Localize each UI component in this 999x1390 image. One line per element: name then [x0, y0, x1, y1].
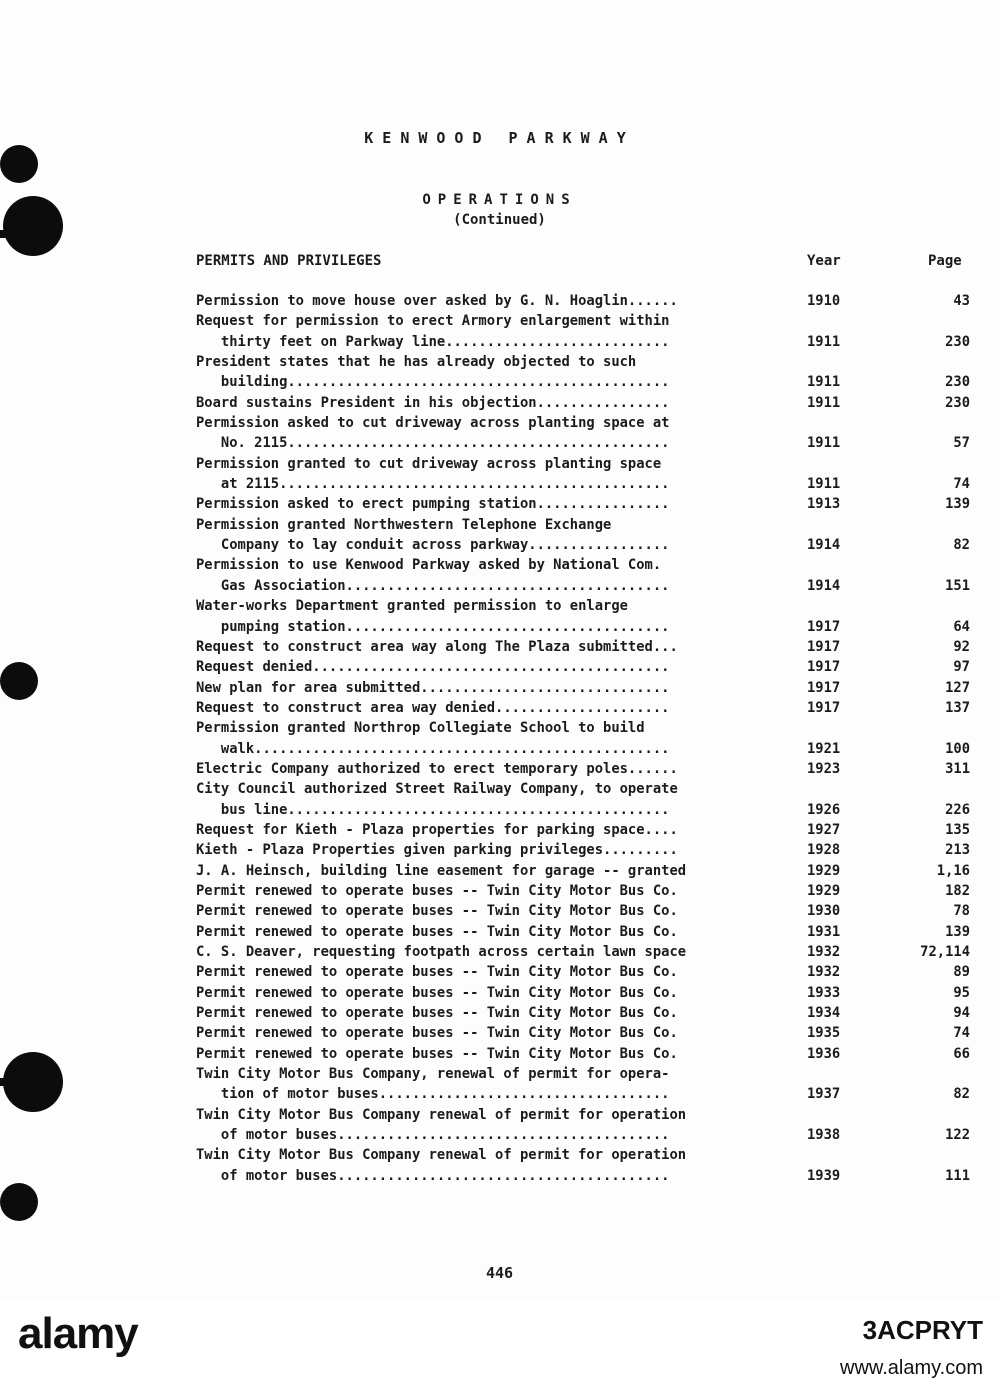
entry-description: Board sustains President in his objection................ — [196, 394, 670, 411]
entry-year: 1911 — [807, 374, 841, 391]
list-item — [196, 1145, 986, 1165]
binder-clip — [0, 1078, 18, 1086]
entry-page: 230 — [945, 374, 970, 391]
list-item — [196, 555, 986, 575]
entry-description: J. A. Heinsch, building line easement for garage -- granted — [196, 862, 687, 879]
list-item — [196, 759, 986, 779]
punch-hole — [0, 145, 38, 183]
entry-description: Permit renewed to operate buses -- Twin City Motor Bus Co. — [196, 923, 678, 940]
entry-description: Permission granted Northwestern Telephone Exchange — [196, 516, 612, 533]
entry-description: New plan for area submitted.............................. — [196, 679, 670, 696]
list-item — [196, 596, 986, 616]
entry-description: Permission granted to cut driveway across planting space — [196, 455, 662, 472]
entry-description: Request denied........................................... — [196, 659, 670, 676]
list-item — [196, 922, 986, 942]
list-item — [196, 1064, 986, 1084]
list-item — [196, 1084, 986, 1104]
entry-page: 137 — [945, 699, 970, 716]
list-item — [196, 983, 986, 1003]
list-item — [196, 535, 986, 555]
list-item — [196, 494, 986, 514]
entry-description: tion of motor buses................................... — [196, 1086, 670, 1103]
entry-description: C. S. Deaver, requesting footpath across certain lawn space — [196, 944, 687, 960]
entry-page: 92 — [953, 638, 970, 655]
list-item — [196, 413, 986, 433]
entry-page: 64 — [953, 618, 970, 635]
list-item — [196, 698, 986, 718]
entry-year: 1927 — [807, 821, 841, 838]
entry-year: 1910 — [807, 293, 841, 309]
entry-description: Gas Association....................................... — [196, 577, 670, 594]
entry-year: 1911 — [807, 435, 841, 452]
list-item — [196, 291, 986, 311]
entry-year: 1935 — [807, 1025, 841, 1042]
entry-year: 1917 — [807, 618, 841, 635]
list-item — [196, 576, 986, 596]
entry-description: Water-works Department granted permission to enlarge — [196, 598, 628, 615]
entry-page: 95 — [953, 984, 970, 1001]
entry-year: 1917 — [807, 699, 841, 716]
list-item — [196, 352, 986, 372]
entry-year: 1917 — [807, 638, 841, 655]
entry-description: Permission to move house over asked by G. N. Hoaglin...... — [196, 293, 678, 309]
entry-description: Permission granted Northrop Collegiate School to build — [196, 720, 645, 737]
entry-description: thirty feet on Parkway line........................... — [196, 333, 670, 350]
entry-page: 66 — [953, 1045, 970, 1062]
entry-description: Kieth - Plaza Properties given parking privileges......... — [196, 842, 678, 859]
entry-description: bus line.............................................. — [196, 801, 670, 818]
entry-page: 100 — [945, 740, 970, 757]
list-item — [196, 637, 986, 657]
list-item — [196, 1125, 986, 1145]
list-item — [196, 1105, 986, 1125]
entry-description: Request to construct area way denied..................... — [196, 699, 670, 716]
list-item — [196, 820, 986, 840]
entry-page: 230 — [945, 394, 970, 411]
list-item — [196, 840, 986, 860]
list-item — [196, 1023, 986, 1043]
entry-page: 82 — [953, 1086, 970, 1103]
section-title: OPERATIONS — [422, 192, 577, 208]
entries-list — [196, 291, 986, 1186]
entry-year: 1911 — [807, 394, 841, 411]
list-item — [196, 372, 986, 392]
entry-year: 1928 — [807, 842, 841, 859]
entry-description: Twin City Motor Bus Company, renewal of permit for opera- — [196, 1066, 670, 1083]
list-item — [196, 962, 986, 982]
entry-page: 111 — [945, 1167, 970, 1184]
entry-year: 1930 — [807, 903, 841, 920]
entry-year: 1932 — [807, 964, 841, 981]
entry-year: 1931 — [807, 923, 841, 940]
entry-description: Permission asked to erect pumping station................ — [196, 496, 670, 513]
entry-description: of motor buses........................................ — [196, 1127, 670, 1144]
punch-hole — [0, 1183, 38, 1221]
entry-page: 151 — [945, 577, 970, 594]
entry-description: Permit renewed to operate buses -- Twin City Motor Bus Co. — [196, 1045, 678, 1062]
entry-description: Company to lay conduit across parkway................. — [196, 537, 670, 554]
entry-page: 97 — [953, 659, 970, 676]
entry-year: 1929 — [807, 882, 841, 899]
entry-description: pumping station....................................... — [196, 618, 670, 635]
list-item — [196, 861, 986, 881]
entry-page: 57 — [953, 435, 970, 452]
entry-description: Request to construct area way along The Plaza submitted... — [196, 638, 678, 655]
entry-year: 1938 — [807, 1127, 841, 1144]
list-item — [196, 739, 986, 759]
entry-year: 1939 — [807, 1167, 841, 1184]
entry-description: City Council authorized Street Railway Company, to operate — [196, 781, 678, 798]
entry-page: 139 — [945, 496, 970, 513]
entry-page: 139 — [945, 923, 970, 940]
page-title: KENWOOD PARKWAY — [364, 129, 635, 147]
list-item — [196, 474, 986, 494]
entry-description: building.............................................. — [196, 374, 670, 391]
entry-description: at 2115............................................... — [196, 476, 670, 493]
entry-year: 1926 — [807, 801, 841, 818]
brand-logo: alamy — [18, 1309, 138, 1358]
column-header-subject: PERMITS AND PRIVILEGES — [196, 253, 382, 269]
list-item — [196, 881, 986, 901]
column-header-page: Page — [928, 253, 962, 269]
entry-page: 226 — [945, 801, 970, 818]
entry-page: 74 — [953, 476, 970, 493]
entry-description: of motor buses........................................ — [196, 1167, 670, 1184]
entry-page: 82 — [953, 537, 970, 554]
entry-page: 127 — [945, 679, 970, 696]
list-item — [196, 311, 986, 331]
entry-year: 1911 — [807, 476, 841, 493]
list-item — [196, 433, 986, 453]
list-item — [196, 1003, 986, 1023]
entry-description: Permit renewed to operate buses -- Twin City Motor Bus Co. — [196, 964, 678, 981]
list-item — [196, 800, 986, 820]
entry-page: 182 — [945, 882, 970, 899]
column-header-year: Year — [807, 253, 841, 269]
entry-description: No. 2115.............................................. — [196, 435, 670, 452]
entry-page: 135 — [945, 821, 970, 838]
entry-page: 89 — [953, 964, 970, 981]
entry-page: 311 — [945, 760, 970, 777]
entry-page: 78 — [953, 903, 970, 920]
entry-year: 1911 — [807, 333, 841, 350]
entry-description: Permission asked to cut driveway across planting space at — [196, 415, 670, 432]
entry-description: Permit renewed to operate buses -- Twin City Motor Bus Co. — [196, 903, 678, 920]
entry-description: Permit renewed to operate buses -- Twin City Motor Bus Co. — [196, 1005, 678, 1022]
list-item — [196, 942, 986, 962]
entry-description: Twin City Motor Bus Company renewal of permit for operation — [196, 1106, 687, 1123]
page-number: 446 — [485, 1264, 514, 1282]
list-item — [196, 1166, 986, 1186]
entry-year: 1914 — [807, 537, 841, 554]
entry-year: 1923 — [807, 760, 841, 777]
entry-year: 1933 — [807, 984, 841, 1001]
entry-year: 1936 — [807, 1045, 841, 1062]
entry-page: 230 — [945, 333, 970, 350]
section-subtitle: (Continued) — [453, 212, 546, 228]
entry-description: walk.................................................. — [196, 740, 670, 757]
list-item — [196, 393, 986, 413]
image-id: 3ACPRYT — [862, 1315, 983, 1345]
entry-description: President states that he has already objected to such — [196, 354, 637, 371]
entry-description: Electric Company authorized to erect temporary poles...... — [196, 760, 678, 777]
list-item — [196, 718, 986, 738]
entry-page: 94 — [953, 1005, 970, 1022]
entry-page: 72,114 — [920, 944, 970, 960]
entry-year: 1929 — [807, 862, 841, 879]
entry-year: 1932 — [807, 944, 841, 960]
punch-hole — [0, 662, 38, 700]
entry-description: Permit renewed to operate buses -- Twin City Motor Bus Co. — [196, 984, 678, 1001]
entry-description: Permit renewed to operate buses -- Twin City Motor Bus Co. — [196, 1025, 678, 1042]
entry-page: 74 — [953, 1025, 970, 1042]
entry-year: 1914 — [807, 577, 841, 594]
watermark-footer — [0, 1299, 999, 1390]
entry-year: 1917 — [807, 659, 841, 676]
list-item — [196, 515, 986, 535]
entry-year: 1913 — [807, 496, 841, 513]
entry-description: Twin City Motor Bus Company renewal of permit for operation — [196, 1147, 687, 1164]
entry-description: Request for permission to erect Armory enlargement within — [196, 313, 670, 330]
entry-page: 1,16 — [936, 862, 970, 879]
list-item — [196, 779, 986, 799]
list-item — [196, 617, 986, 637]
entry-year: 1921 — [807, 740, 841, 757]
list-item — [196, 901, 986, 921]
list-item — [196, 657, 986, 677]
binder-clip — [0, 230, 18, 238]
list-item — [196, 332, 986, 352]
list-item — [196, 454, 986, 474]
entry-page: 43 — [953, 293, 970, 309]
entry-page: 122 — [945, 1127, 970, 1144]
list-item — [196, 1044, 986, 1064]
entry-description: Permit renewed to operate buses -- Twin City Motor Bus Co. — [196, 882, 678, 899]
entry-page: 213 — [945, 842, 970, 859]
source-url: www.alamy.com — [840, 1357, 983, 1379]
entry-year: 1917 — [807, 679, 841, 696]
list-item — [196, 678, 986, 698]
entry-year: 1937 — [807, 1086, 841, 1103]
entry-year: 1934 — [807, 1005, 841, 1022]
entry-description: Permission to use Kenwood Parkway asked by National Com. — [196, 557, 662, 574]
entry-description: Request for Kieth - Plaza properties for parking space.... — [196, 821, 678, 838]
